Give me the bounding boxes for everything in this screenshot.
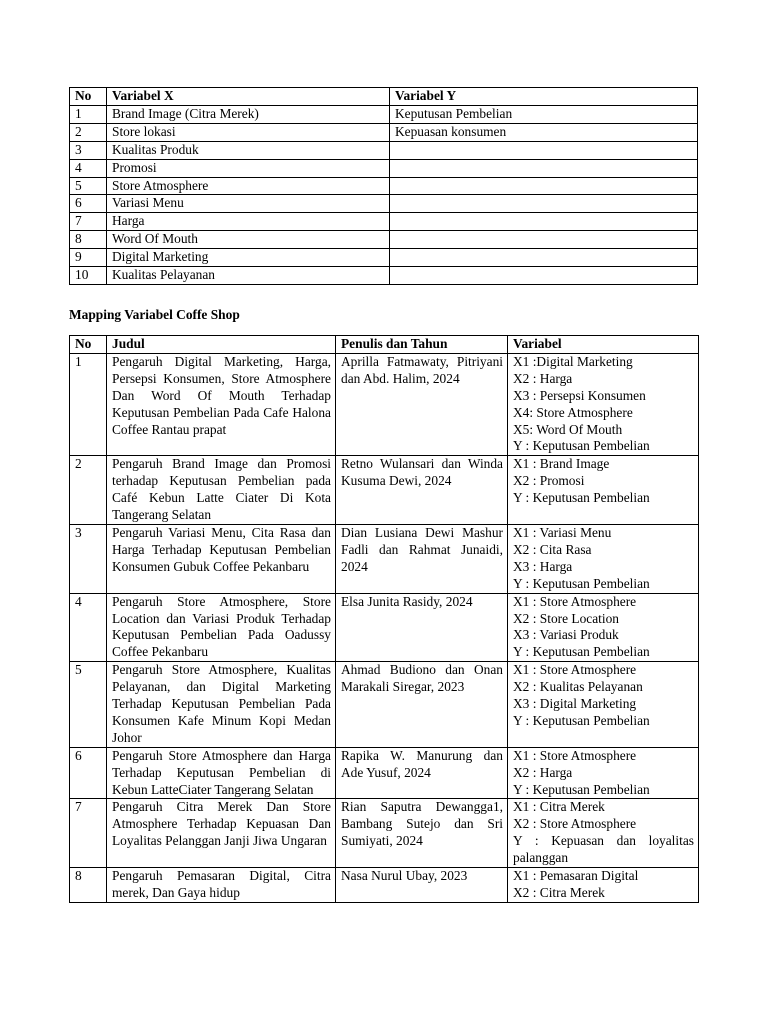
header-no: No <box>70 88 107 106</box>
table-row <box>70 231 698 249</box>
cell-variabel-x: Kualitas Produk <box>107 141 390 159</box>
cell-variabel-x: Digital Marketing <box>107 249 390 267</box>
variabel-line: X1 : Citra Merek <box>513 799 605 815</box>
header-judul: Judul <box>107 336 336 354</box>
cell-variabel-y: Kepuasan konsumen <box>390 123 698 141</box>
cell-variabel-y <box>390 213 698 231</box>
header-penulis: Penulis dan Tahun <box>336 336 508 354</box>
cell-no: 1 <box>70 105 107 123</box>
variabel-line: X3 : Digital Marketing <box>513 696 637 712</box>
cell-penulis: Rapika W. Manurung dan Ade Yusuf, 2024 <box>336 747 508 799</box>
cell-judul <box>107 799 336 868</box>
variabel-line: X3 : Variasi Produk <box>513 627 619 643</box>
variabel-line: X2 : Harga <box>513 764 573 780</box>
cell-no: 4 <box>70 593 107 662</box>
cell-no: 7 <box>70 213 107 231</box>
cell-penulis: Rian Saputra Dewangga1, Bambang Sutejo dan Sri Sumiyati, 2024 <box>336 799 508 868</box>
variabel-line: X1 : Store Atmosphere <box>513 662 637 678</box>
cell-judul <box>107 593 336 662</box>
cell-judul <box>107 524 336 593</box>
variabel-line: X1 : Variasi Menu <box>513 524 612 540</box>
header-no: No <box>70 336 107 354</box>
cell-no: 4 <box>70 159 107 177</box>
variabel-line: Y : Keputusan Pembelian <box>513 438 650 454</box>
cell-variabel-x: Variasi Menu <box>107 195 390 213</box>
cell-penulis: Aprilla Fatmawaty, Pitriyani dan Abd. Halim, 2024 <box>336 353 508 455</box>
variabel-line: X1 : Pemasaran Digital <box>513 868 639 884</box>
judul-text: Pengaruh Store Atmosphere, Store Location dan Variasi Produk Terhadap Keputusan Pembelian Pada Oadussy Coffee Pekanbaru <box>112 593 331 660</box>
mapping-table <box>69 335 699 903</box>
table-row <box>70 123 698 141</box>
cell-no: 10 <box>70 267 107 285</box>
judul-text: Pengaruh Pemasaran Digital, Citra merek, Dan Gaya hidup <box>112 868 331 900</box>
cell-no: 8 <box>70 231 107 249</box>
table-row <box>70 213 698 231</box>
judul-text: Pengaruh Store Atmosphere, Kualitas Pelayanan, dan Digital Marketing Terhadap Keputusan Pembelian Pada Konsumen Kafe Minum Kopi Medan Johor <box>112 662 331 745</box>
cell-variabel-y <box>390 141 698 159</box>
judul-text: Pengaruh Citra Merek Dan Store Atmosphere Terhadap Kepuasan Dan Loyalitas Pelanggan Janji Jiwa Ungaran <box>112 799 331 849</box>
section-heading: Mapping Variabel Coffe Shop <box>69 307 240 322</box>
table-header-row <box>70 88 698 106</box>
cell-variabel-x: Brand Image (Citra Merek) <box>107 105 390 123</box>
cell-variabel <box>508 662 699 748</box>
variabel-line: Y : Kepuasan dan loyalitas palanggan <box>513 833 694 866</box>
cell-judul <box>107 353 336 455</box>
variabel-line: X2 : Cita Rasa <box>513 541 592 557</box>
cell-variabel-x: Store Atmosphere <box>107 177 390 195</box>
table-row <box>70 105 698 123</box>
variabel-line: X2 : Citra Merek <box>513 885 605 900</box>
cell-no: 6 <box>70 747 107 799</box>
cell-variabel <box>508 524 699 593</box>
variabel-line: Y : Keputusan Pembelian <box>513 644 650 660</box>
variabel-line: X5: Word Of Mouth <box>513 421 623 437</box>
judul-text: Pengaruh Brand Image dan Promosi terhadap Keputusan Pembelian pada Café Kebun Latte Ciater Di Kota Tangerang Selatan <box>112 456 331 523</box>
variabel-line: X1 : Store Atmosphere <box>513 593 637 609</box>
cell-no: 3 <box>70 141 107 159</box>
judul-text: Pengaruh Digital Marketing, Harga, Persepsi Konsumen, Store Atmosphere Dan Word Of Mouth Terhadap Keputusan Pembelian Pada Cafe Halona Coffee Rantau prapat <box>112 353 331 437</box>
cell-judul <box>107 662 336 748</box>
table-row <box>70 177 698 195</box>
variabel-line: X2 : Promosi <box>513 473 585 489</box>
variabel-line: X2 : Store Atmosphere <box>513 816 637 832</box>
judul-text: Pengaruh Store Atmosphere dan Harga Terhadap Keputusan Pembelian di Kebun LatteCiater Tangerang Selatan <box>112 747 331 797</box>
cell-variabel <box>508 799 699 868</box>
cell-variabel-y <box>390 231 698 249</box>
cell-variabel-y <box>390 177 698 195</box>
variabel-line: X1 :Digital Marketing <box>513 353 633 369</box>
table-header-row <box>70 336 699 354</box>
cell-judul <box>107 747 336 799</box>
cell-variabel-y <box>390 267 698 285</box>
header-variabel-x: Variabel X <box>107 88 390 106</box>
variabel-line: X2 : Harga <box>513 370 573 386</box>
header-variabel: Variabel <box>508 336 699 354</box>
table-row <box>70 353 699 455</box>
variabel-line: X2 : Store Location <box>513 610 619 626</box>
table-row <box>70 524 699 593</box>
variable-table <box>69 87 698 285</box>
cell-variabel-x: Word Of Mouth <box>107 231 390 249</box>
variabel-line: Y : Keputusan Pembelian <box>513 781 650 797</box>
cell-penulis: Elsa Junita Rasidy, 2024 <box>336 593 508 662</box>
cell-variabel-y <box>390 159 698 177</box>
variabel-line: X1 : Store Atmosphere <box>513 747 637 763</box>
table-row <box>70 267 698 285</box>
variabel-line: X3 : Persepsi Konsumen <box>513 387 646 403</box>
cell-variabel <box>508 868 699 903</box>
table-row <box>70 799 699 868</box>
cell-variabel <box>508 747 699 799</box>
variabel-line: Y : Keputusan Pembelian <box>513 490 650 506</box>
cell-variabel-x: Store lokasi <box>107 123 390 141</box>
cell-penulis: Ahmad Budiono dan Onan Marakali Siregar, 2023 <box>336 662 508 748</box>
variabel-line: Y : Keputusan Pembelian <box>513 575 650 591</box>
table-row <box>70 159 698 177</box>
cell-no: 2 <box>70 456 107 525</box>
cell-penulis: Nasa Nurul Ubay, 2023 <box>336 868 508 903</box>
table-row <box>70 195 698 213</box>
cell-variabel <box>508 353 699 455</box>
table-row <box>70 249 698 267</box>
table-row <box>70 747 699 799</box>
cell-no: 1 <box>70 353 107 455</box>
table-row <box>70 593 699 662</box>
judul-text: Pengaruh Variasi Menu, Cita Rasa dan Harga Terhadap Keputusan Pembelian Konsumen Gubuk Coffee Pekanbaru <box>112 524 331 574</box>
cell-penulis: Retno Wulansari dan Winda Kusuma Dewi, 2024 <box>336 456 508 525</box>
variabel-line: X2 : Kualitas Pelayanan <box>513 679 643 695</box>
cell-no: 5 <box>70 662 107 748</box>
cell-penulis: Dian Lusiana Dewi Mashur Fadli dan Rahmat Junaidi, 2024 <box>336 524 508 593</box>
table-row <box>70 456 699 525</box>
header-variabel-y: Variabel Y <box>390 88 698 106</box>
cell-variabel <box>508 593 699 662</box>
cell-judul <box>107 456 336 525</box>
cell-variabel-y <box>390 195 698 213</box>
cell-no: 6 <box>70 195 107 213</box>
cell-no: 9 <box>70 249 107 267</box>
table-row <box>70 141 698 159</box>
variabel-line: X1 : Brand Image <box>513 456 610 472</box>
cell-no: 3 <box>70 524 107 593</box>
cell-judul <box>107 868 336 903</box>
variabel-line: Y : Keputusan Pembelian <box>513 712 650 728</box>
cell-no: 5 <box>70 177 107 195</box>
cell-variabel-x: Harga <box>107 213 390 231</box>
cell-variabel-y: Keputusan Pembelian <box>390 105 698 123</box>
table-row <box>70 868 699 903</box>
cell-variabel-x: Promosi <box>107 159 390 177</box>
cell-no: 8 <box>70 868 107 903</box>
cell-no: 7 <box>70 799 107 868</box>
cell-variabel <box>508 456 699 525</box>
variabel-line: X3 : Harga <box>513 558 573 574</box>
cell-no: 2 <box>70 123 107 141</box>
cell-variabel-x: Kualitas Pelayanan <box>107 267 390 285</box>
cell-variabel-y <box>390 249 698 267</box>
variabel-line: X4: Store Atmosphere <box>513 404 633 420</box>
table-row <box>70 662 699 748</box>
